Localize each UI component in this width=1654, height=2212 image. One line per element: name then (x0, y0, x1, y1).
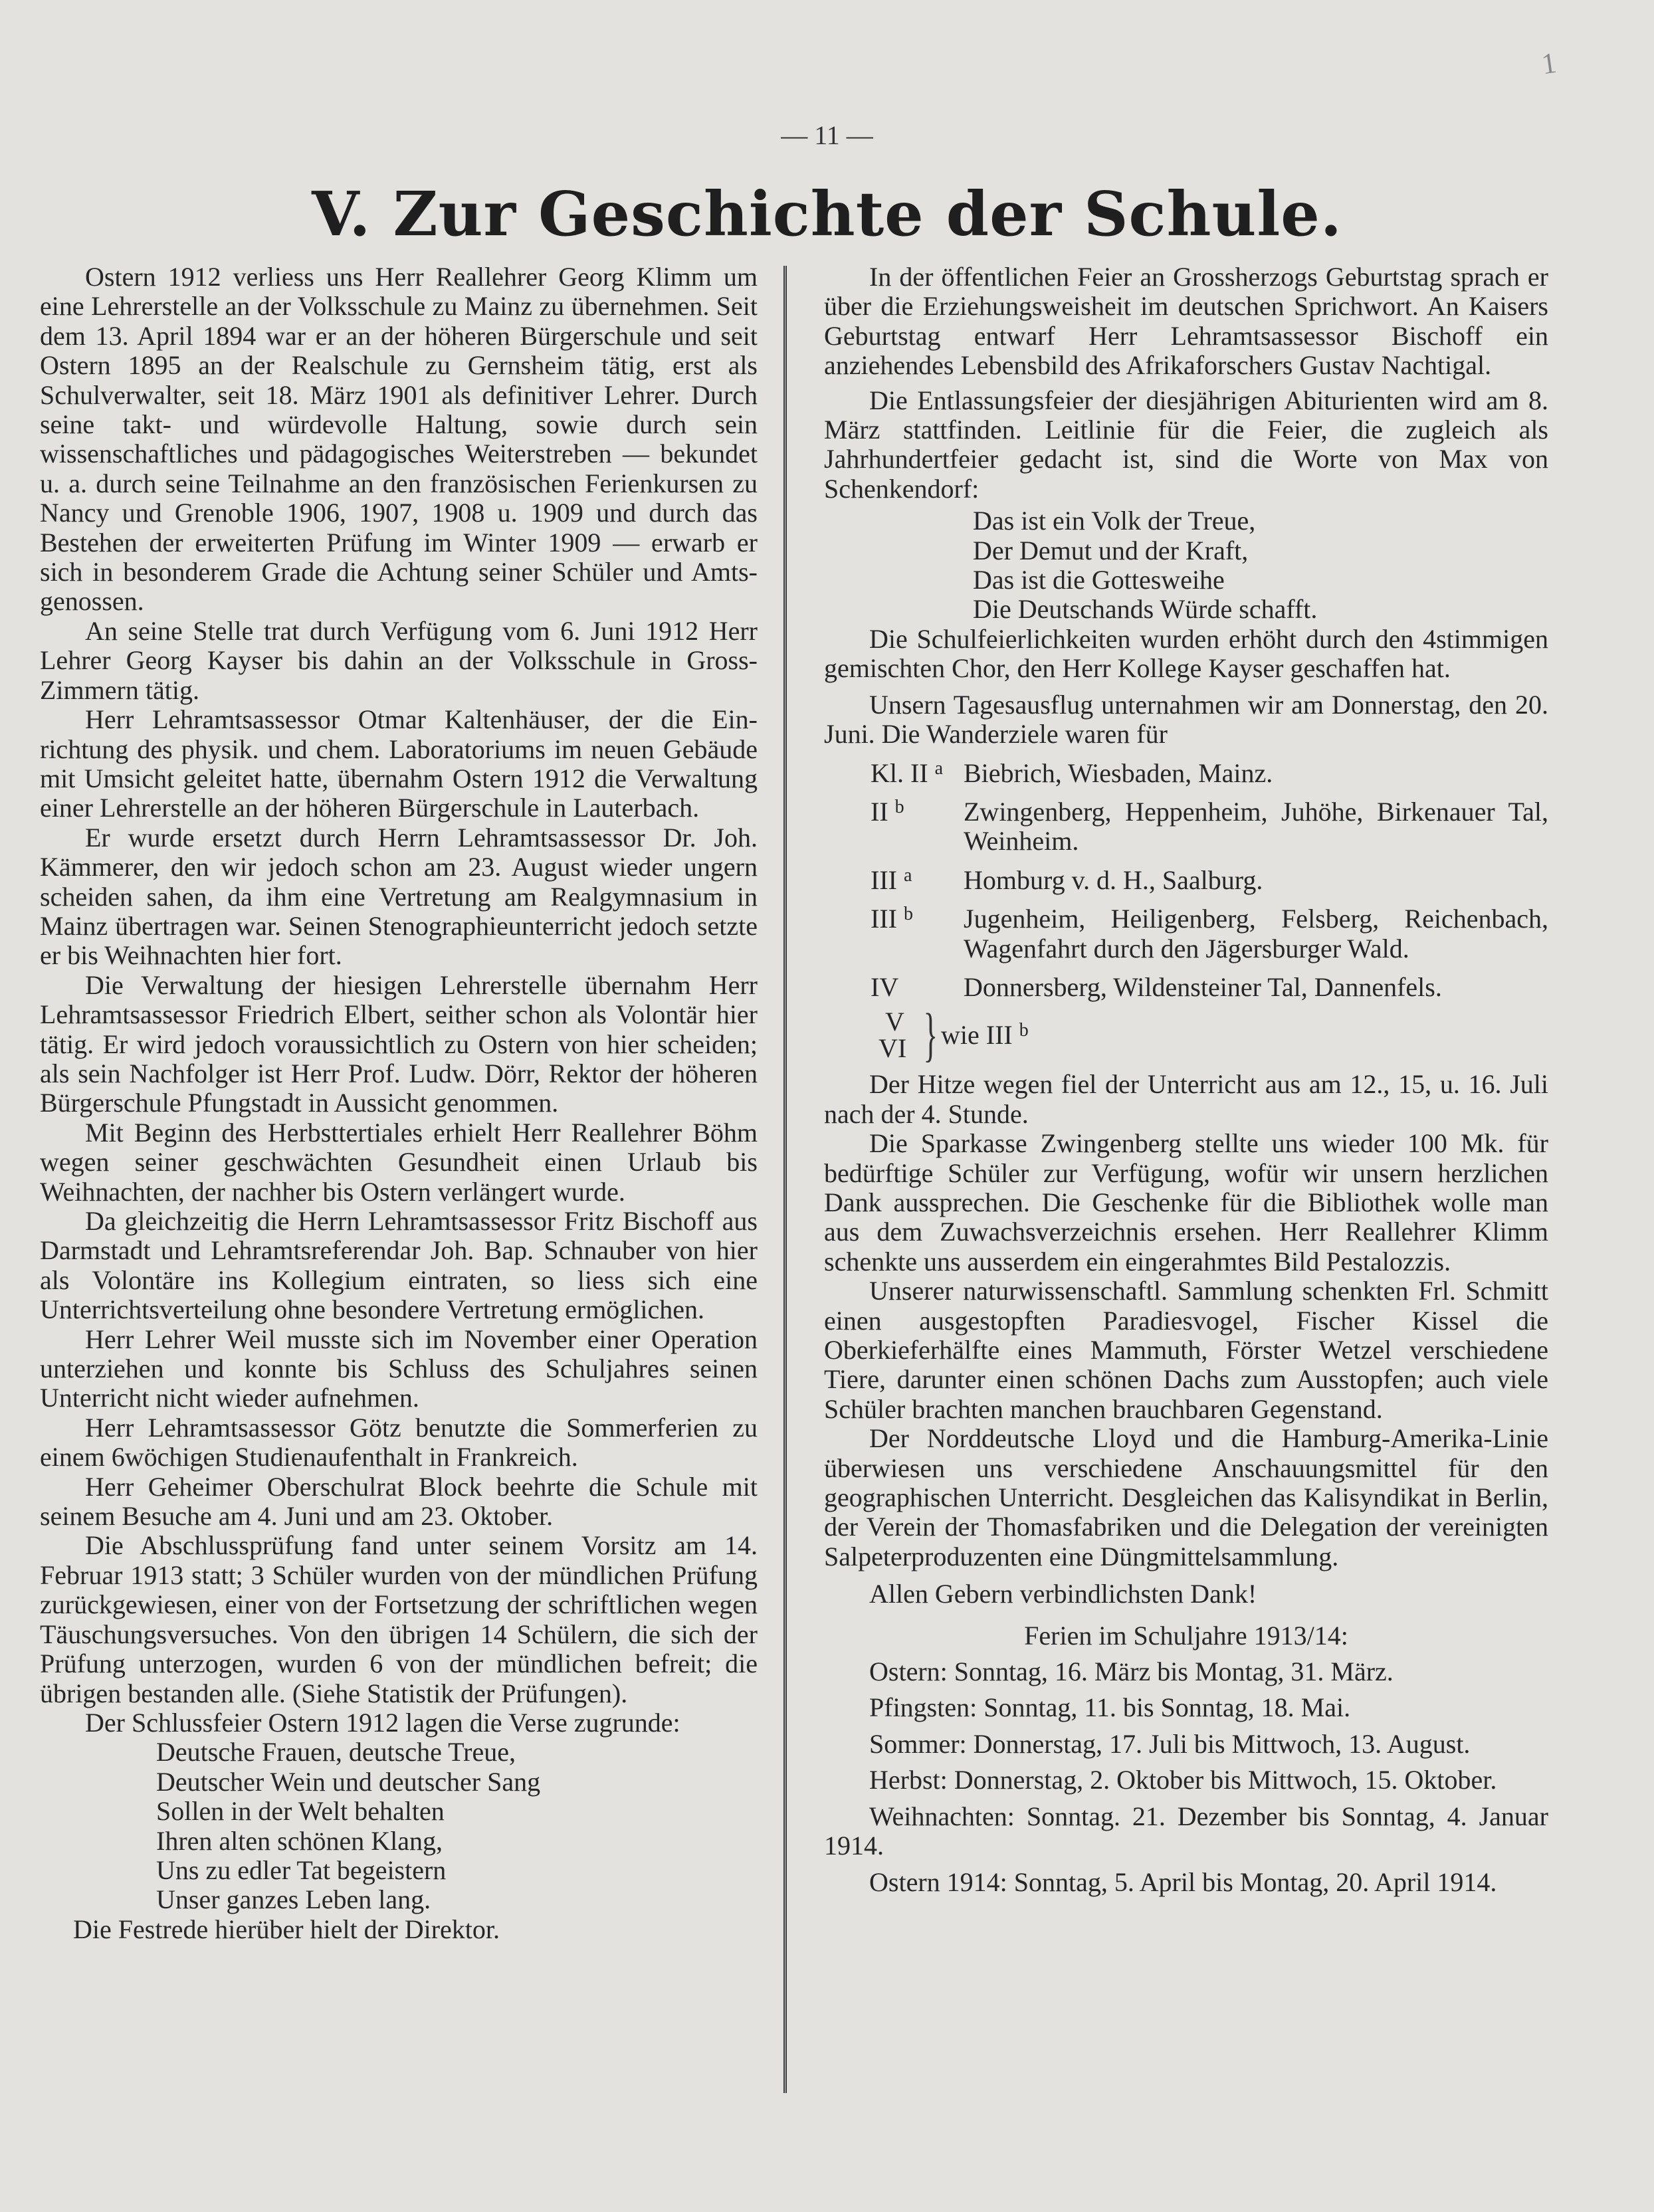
trip-row (824, 904, 1548, 963)
ferien-item: Pfingsten: Sonntag, 11. bis Sonntag, 18. Mai. (869, 1692, 1351, 1723)
paragraph: Unsern Tagesausflug unternahmen wir am Donnerstag, den 20. Juni. Die Wanderziele waren für (824, 689, 1548, 750)
trip-class: III $^b$ (871, 904, 913, 934)
paragraph: An seine Stelle trat durch Verfügung vom 6. Juni 1912 Herr Lehrer Georg Kayser bis dahin an der Volksschule in Gross-Zimmern tätig. (40, 615, 758, 705)
trip-class: II $^b$ (871, 796, 904, 827)
paragraph: Der Hitze wegen fiel der Unterricht aus am 12., 15, u. 16. Juli nach der 4. Stunde. (824, 1069, 1548, 1129)
ferien-item: Weihnachten: Sonntag. 21. Dezember bis Sonntag, 4. Januar 1914. (824, 1801, 1548, 1861)
brace-icon: } (923, 1002, 938, 1068)
verse-line: Das ist ein Volk der Treue, (973, 506, 1256, 536)
column-divider (783, 266, 787, 2093)
verse-block (824, 506, 1548, 625)
verse-line: Ihren alten schönen Klang, (156, 1825, 443, 1856)
trip-destination: wie III $^b$ (941, 1020, 1029, 1051)
left-column (40, 262, 758, 1944)
paragraph: Mit Beginn des Herbsttertiales erhielt Herr Reallehrer Böhm wegen seiner geschwächten Gesundheit einen Urlaub bis Weihnachten, der nachher bis Ostern verlängert wurde. (40, 1117, 758, 1207)
verse-line: Sollen in der Welt behalten (156, 1796, 445, 1827)
paragraph: Ostern 1912 verliess uns Herr Reallehrer Georg Klimm um eine Lehrerstelle an der Volksschule zu Mainz zu übernehmen. Seit dem 13. April 1894 war er an der höheren Bürgerschule und seit Ostern 1895 an der Realschule zu Gernsheim tätig, erst als Schulverwalter, seit 18. März 1901 als definitiver Lehrer. Durch seine takt- und würdevolle Haltung, sowie durch sein wissenschaftliches und pädagogisches Weiterstreben — bekundet u. a. durch seine Teilnahme an den französischen Ferienkursen zu Nancy und Grenoble 1906, 1907, 1908 u. 1909 und durch das Bestehen der erweiterten Prüfung im Winter 1909 — erwarb er sich in besonderem Grade die Achtung seiner Schüler und Amtsgenossen. (40, 262, 758, 617)
paragraph: Allen Gebern verbindlichsten Dank! (869, 1579, 1257, 1609)
verse-line: Deutscher Wein und deutscher Sang (156, 1766, 541, 1797)
trip-class: Kl. II $^a$ (871, 757, 944, 788)
verse-block (40, 1738, 758, 1914)
paragraph: Er wurde ersetzt durch Herrn Lehramtsassessor Dr. Joh. Kämmerer, den wir jedoch schon am 23. August wieder ungern scheiden sahen, da ihm eine Vertretung am Realgymnasium in Mainz übertragen war. Seinen Stenographieunterricht jedoch setzte er bis Weihnachten hier fort. (40, 822, 758, 971)
paragraph: Die Festrede hierüber hielt der Direktor. (73, 1914, 500, 1944)
paragraph: Herr Geheimer Oberschulrat Block beehrte die Schule mit seinem Besuche am 4. Juni und am 23. Oktober. (40, 1471, 758, 1532)
trip-destination: Biebrich, Wiesbaden, Mainz. (964, 757, 1273, 788)
paragraph: Der Norddeutsche Lloyd und die Hamburg-Amerika-Linie überwiesen uns verschiedene Anschauungsmittel für den geographischen Unterricht. Desgleichen das Kalisyndikat in Berlin, der Verein der Thomasfabriken und die Delegation der vereinigten Salpeterproduzenten eine Düngmittelsammlung. (824, 1423, 1548, 1571)
verse-line: Deutsche Frauen, deutsche Treue, (156, 1737, 516, 1767)
trip-destination: Jugenheim, Heiligenberg, Felsberg, Reichenbach, Wagenfahrt durch den Jägersburger Wald. (964, 904, 1548, 963)
trip-destination: Homburg v. d. H., Saalburg. (964, 864, 1263, 895)
verse-line: Uns zu edler Tat begeistern (156, 1855, 447, 1885)
paragraph: Der Schlussfeier Ostern 1912 lagen die Verse zugrunde: (85, 1707, 680, 1738)
ferien-item: Sommer: Donnerstag, 17. Juli bis Mittwoch, 13. August. (869, 1728, 1471, 1759)
verse-line: Der Demut und der Kraft, (973, 535, 1249, 565)
trip-row (824, 797, 1548, 856)
page-number: — 11 — (781, 120, 873, 150)
paragraph: Die Schulfeierlichkeiten wurden erhöht durch den 4stimmigen gemischten Chor, den Herr Kollege Kayser geschaffen hat. (824, 623, 1548, 684)
paragraph: Die Abschlussprüfung fand unter seinem Vorsitz am 14. Februar 1913 statt; 3 Schüler wurden von der mündlichen Prüfung zurückgewiesen, einer von der Fortsetzung der schriftlichen wegen Täuschungsversuches. Von den übrigen 14 Schülern, die sich der Prüfung unterzogen, wurden 6 von der mündlichen befreit; die übrigen bestanden alle. (Siehe Statistik der Prüfungen). (40, 1530, 758, 1708)
paragraph: Da gleichzeitig die Herrn Lehramtsassessor Fritz Bischoff aus Darmstadt und Lehramtsreferendar Joh. Bap. Schnauber von hier als Volontäre ins Kollegium eintraten, so liess sich eine Unterrichtsverteilung ohne besondere Vertretung ermöglichen. (40, 1206, 758, 1325)
trip-row (824, 973, 1548, 1002)
corner-mark: 1 (1539, 46, 1559, 81)
trip-brace-row (824, 1002, 1548, 1068)
trip-classes: V VI (879, 1007, 907, 1064)
paragraph: Unserer naturwissenschaftl. Sammlung schenkten Frl. Schmitt einen ausgestopften Paradiesvogel, Fischer Kissel die Oberkieferhälfte eines Mammuth, Förster Wetzel verschiedene Tiere, darunter einen schönen Dachs zum Ausstopfen; auch viele Schüler brachten manchen brauchbaren Gegenstand. (824, 1276, 1548, 1424)
ferien-item: Herbst: Donnerstag, 2. Oktober bis Mittwoch, 15. Oktober. (869, 1765, 1497, 1795)
trip-destination: Zwingenberg, Heppenheim, Juhöhe, Birkenauer Tal, Weinheim. (964, 796, 1548, 856)
paragraph: Herr Lehrer Weil musste sich im November einer Operation unterziehen und konnte bis Schluss des Schuljahres seinen Unterricht nicht wieder aufnehmen. (40, 1324, 758, 1413)
verse-line: Unser ganzes Leben lang. (156, 1884, 431, 1915)
trip-row (824, 866, 1548, 895)
ferien-item: Ostern 1914: Sonntag, 5. April bis Montag, 20. April 1914. (869, 1866, 1497, 1897)
page-title: V. Zur Geschichte der Schule. (312, 178, 1342, 250)
paragraph: Herr Lehramtsassessor Götz benutzte die Sommerferien zu einem 6wöchigen Studienaufenthalt in Frankreich. (40, 1412, 758, 1472)
paragraph: Die Verwaltung der hiesigen Lehrerstelle übernahm Herr Lehramtsassessor Friedrich Elbert, seither schon als Volontär hier tätig. Er wird jedoch voraussichtlich zu Ostern von hier scheiden; als sein Nachfolger ist Herr Prof. Ludw. Dörr, Rektor der höheren Bürgerschule Pfungstadt in Aussicht genommen. (40, 969, 758, 1118)
paragraph: Die Sparkasse Zwingenberg stellte uns wieder 100 Mk. für bedürftige Schüler zur Verfügung, wofür wir unsern herzlichen Dank aussprechen. Die Geschenke für die Bibliothek wolle man aus dem Zuwachsverzeichnis ersehen. Herr Reallehrer Klimm schenkte uns ausserdem ein eingerahmtes Bild Pestalozzis. (824, 1128, 1548, 1276)
verse-line: Das ist die Gottesweihe (973, 565, 1225, 595)
paragraph: In der öffentlichen Feier an Grossherzogs Geburtstag sprach er über die Erziehungsweisheit im deutschen Sprichwort. An Kaisers Geburtstag entwarf Herr Lehramtsassessor Bischoff ein anziehendes Lebensbild des Afrikaforschers Gustav Nachtigal. (824, 262, 1548, 381)
trip-destination: Donnersberg, Wildensteiner Tal, Dannenfels. (964, 971, 1442, 1002)
trip-class: III $^a$ (871, 864, 912, 895)
paragraph: Herr Lehramtsassessor Otmar Kaltenhäuser, der die Einrichtung des physik. und chem. Laboratoriums im neuen Gebäude mit Umsicht geleitet hatte, übernahm Ostern 1912 die Verwaltung einer Lehrerstelle an der höheren Bürgerschule in Lauterbach. (40, 704, 758, 823)
trip-class: IV (871, 971, 899, 1002)
paragraph: Die Entlassungsfeier der diesjährigen Abiturienten wird am 8. März stattfinden. Leitlinie für die Feier, die zugleich als Jahrhundertfeier gedacht ist, sind die Worte von Max von Schenkendorf: (824, 385, 1548, 504)
ferien-heading: Ferien im Schuljahre 1913/14: (1024, 1620, 1348, 1651)
verse-line: Die Deutschands Würde schafft. (973, 594, 1318, 625)
right-column (824, 262, 1548, 1897)
ferien-item: Ostern: Sonntag, 16. März bis Montag, 31. März. (869, 1657, 1394, 1687)
trip-row (824, 759, 1548, 788)
